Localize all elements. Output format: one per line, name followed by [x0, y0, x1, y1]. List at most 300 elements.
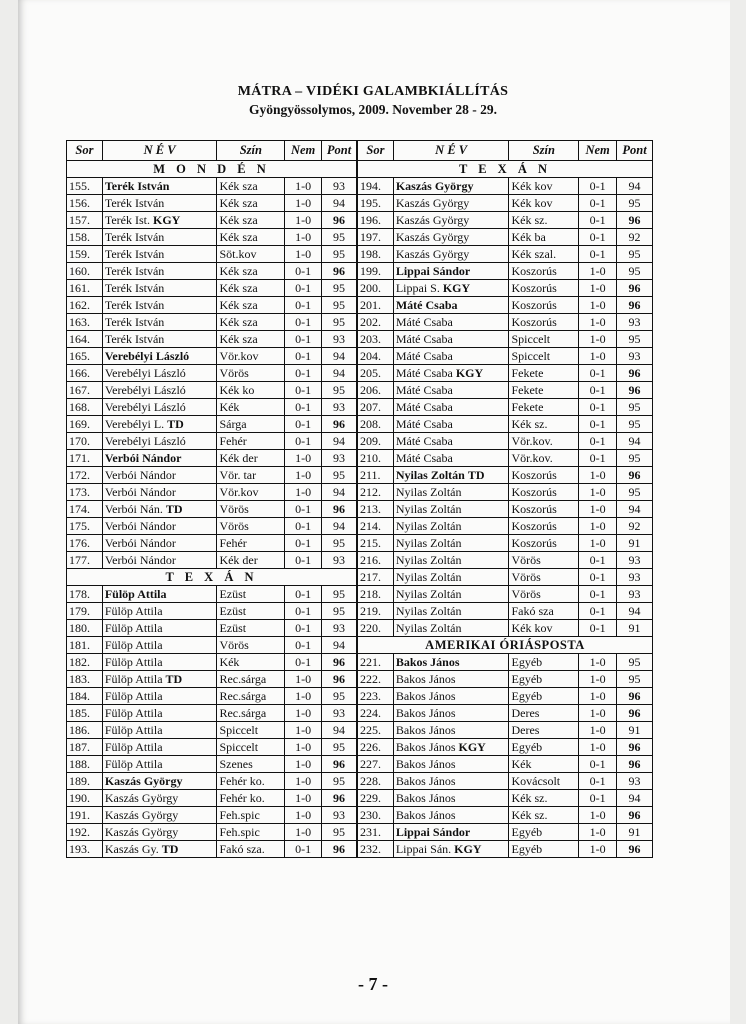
- row-number: 196.: [358, 212, 394, 229]
- exhibitor-name-text: Bakos János: [395, 705, 456, 720]
- pigeon-color: Kék sza: [217, 297, 285, 314]
- table-row: [67, 297, 357, 314]
- row-number: 230.: [358, 807, 394, 824]
- exhibitor-name-text: Bakos János: [395, 722, 456, 737]
- pigeon-sex: 1-0: [579, 501, 617, 518]
- score: 95: [322, 603, 357, 620]
- exhibitor-name: [393, 195, 509, 212]
- score: 95: [322, 314, 357, 331]
- pigeon-color: Kék szal.: [509, 246, 579, 263]
- table-row: [358, 654, 653, 671]
- score: 93: [322, 705, 357, 722]
- table-row: [67, 535, 357, 552]
- score: 96: [322, 416, 357, 433]
- pigeon-color: Fehér: [217, 433, 285, 450]
- score: 93: [617, 348, 653, 365]
- exhibitor-name: [393, 586, 509, 603]
- score: 95: [322, 467, 357, 484]
- exhibitor-name: [102, 297, 217, 314]
- pigeon-sex: 1-0: [285, 688, 322, 705]
- exhibitor-name: [393, 841, 509, 858]
- row-number: 179.: [67, 603, 103, 620]
- pigeon-sex: 1-0: [285, 756, 322, 773]
- pigeon-sex: 1-0: [579, 705, 617, 722]
- exhibitor-name-text: Nyilas Zoltán: [395, 484, 462, 499]
- exhibitor-name-text: Terék Ist.: [104, 212, 150, 227]
- score: 96: [322, 671, 357, 688]
- row-number: 185.: [67, 705, 103, 722]
- score: 95: [617, 484, 653, 501]
- pigeon-color: Spiccelt: [509, 348, 579, 365]
- pigeon-sex: 0-1: [285, 501, 322, 518]
- table-row: [358, 841, 653, 858]
- table-row: [358, 790, 653, 807]
- pigeon-color: Vörös: [217, 518, 285, 535]
- exhibitor-name-text: Nyilas Zoltán: [395, 569, 462, 584]
- exhibitor-name-text: Verebélyi László: [104, 399, 186, 414]
- exhibitor-name-text: Terék István: [104, 314, 165, 329]
- pigeon-sex: 1-0: [579, 467, 617, 484]
- pigeon-color: Koszorús: [509, 467, 579, 484]
- pigeon-color: Vör. tar: [217, 467, 285, 484]
- table-row: [358, 399, 653, 416]
- table-row: [358, 314, 653, 331]
- pigeon-sex: 0-1: [579, 246, 617, 263]
- exhibitor-name-text: Verebélyi L.: [104, 416, 165, 431]
- exhibitor-name: [393, 688, 509, 705]
- exhibitor-name-text: Kaszás György: [104, 790, 179, 805]
- pigeon-color: Vör.kov.: [509, 433, 579, 450]
- score: 95: [322, 688, 357, 705]
- pigeon-sex: 0-1: [579, 399, 617, 416]
- score: 96: [617, 212, 653, 229]
- right-results-table: [357, 140, 653, 858]
- pigeon-color: Egyéb: [509, 671, 579, 688]
- table-row: [358, 348, 653, 365]
- table-row: [358, 586, 653, 603]
- pigeon-color: Koszorús: [509, 484, 579, 501]
- pigeon-color: Feh.spic: [217, 824, 285, 841]
- section-monden: M O N D É N: [67, 161, 357, 178]
- pigeon-sex: 0-1: [579, 569, 617, 586]
- pigeon-sex: 0-1: [285, 654, 322, 671]
- exhibitor-name-text: Lippai Sándor: [395, 824, 471, 839]
- pigeon-sex: 0-1: [285, 552, 322, 569]
- score: 95: [322, 280, 357, 297]
- left-results-table: [66, 140, 357, 858]
- row-number: 210.: [358, 450, 394, 467]
- table-row: [67, 433, 357, 450]
- exhibitor-name: [393, 263, 509, 280]
- score: 91: [617, 620, 653, 637]
- exhibitor-name-text: Verbói Nándor: [104, 467, 176, 482]
- table-row: [67, 331, 357, 348]
- score: 96: [617, 807, 653, 824]
- header-nev: N É V: [393, 141, 509, 161]
- row-number: 169.: [67, 416, 103, 433]
- exhibitor-name-text: Verbói Nán.: [104, 501, 163, 516]
- table-row: [358, 331, 653, 348]
- score: 95: [617, 450, 653, 467]
- exhibitor-name-text: Fülöp Attila: [104, 620, 163, 635]
- pigeon-color: Kék sza: [217, 280, 285, 297]
- pigeon-sex: 0-1: [285, 314, 322, 331]
- exhibitor-name: [393, 314, 509, 331]
- exhibitor-name-text: Lippai S.: [395, 280, 440, 295]
- score: 96: [322, 212, 357, 229]
- score: 93: [322, 399, 357, 416]
- score: 96: [617, 280, 653, 297]
- row-number: 192.: [67, 824, 103, 841]
- header-pont: Pont: [617, 141, 653, 161]
- exhibitor-name: [393, 773, 509, 790]
- exhibitor-name: [393, 399, 509, 416]
- pigeon-color: Vörös: [217, 365, 285, 382]
- exhibitor-name-text: Máté Csaba: [395, 399, 453, 414]
- pigeon-sex: 0-1: [285, 348, 322, 365]
- pigeon-color: Söt.kov: [217, 246, 285, 263]
- table-row: [67, 365, 357, 382]
- row-number: 187.: [67, 739, 103, 756]
- pigeon-sex: 1-0: [579, 297, 617, 314]
- exhibitor-name-text: Bakos János: [395, 739, 456, 754]
- exhibitor-name-text: Verbói Nándor: [104, 518, 176, 533]
- table-row: [358, 552, 653, 569]
- header-nem: Nem: [579, 141, 617, 161]
- table-row: [358, 195, 653, 212]
- row-number: 184.: [67, 688, 103, 705]
- score: 95: [322, 297, 357, 314]
- table-row: [358, 365, 653, 382]
- exhibitor-name-text: Bakos János: [395, 807, 456, 822]
- exhibitor-name: [102, 790, 217, 807]
- row-number: 193.: [67, 841, 103, 858]
- pigeon-sex: 1-0: [285, 484, 322, 501]
- pigeon-color: Vörös: [217, 637, 285, 654]
- exhibitor-name-text: Máté Csaba: [395, 416, 453, 431]
- score: 93: [617, 773, 653, 790]
- pigeon-sex: 1-0: [579, 654, 617, 671]
- table-row: [358, 280, 653, 297]
- row-number: 228.: [358, 773, 394, 790]
- table-row: [67, 756, 357, 773]
- table-row: [358, 807, 653, 824]
- pigeon-sex: 1-0: [579, 484, 617, 501]
- pigeon-sex: 0-1: [285, 841, 322, 858]
- exhibitor-name-text: Kaszás Gy.: [104, 841, 159, 856]
- row-number: 181.: [67, 637, 103, 654]
- row-number: 227.: [358, 756, 394, 773]
- score: 96: [322, 790, 357, 807]
- row-number: 198.: [358, 246, 394, 263]
- exhibitor-name: [393, 297, 509, 314]
- table-row: [358, 705, 653, 722]
- exhibitor-name: [393, 671, 509, 688]
- exhibitor-name-text: Bakos János: [395, 790, 456, 805]
- score: 96: [322, 841, 357, 858]
- exhibitor-name-text: Nyilas Zoltán: [395, 620, 462, 635]
- score: 91: [617, 535, 653, 552]
- row-number: 216.: [358, 552, 394, 569]
- pigeon-sex: 0-1: [579, 756, 617, 773]
- table-row: [358, 229, 653, 246]
- row-number: 224.: [358, 705, 394, 722]
- pigeon-sex: 1-0: [579, 688, 617, 705]
- pigeon-color: Feh.spic: [217, 807, 285, 824]
- exhibitor-name-text: Fülöp Attila: [104, 739, 163, 754]
- row-number: 206.: [358, 382, 394, 399]
- score: 93: [617, 569, 653, 586]
- pigeon-color: Spiccelt: [217, 722, 285, 739]
- table-row: [67, 399, 357, 416]
- pigeon-color: Spiccelt: [217, 739, 285, 756]
- exhibitor-name: [393, 365, 509, 382]
- exhibitor-name-text: Terék István: [104, 297, 165, 312]
- pigeon-color: Fekete: [509, 382, 579, 399]
- header-nev: N É V: [102, 141, 217, 161]
- row-number: 168.: [67, 399, 103, 416]
- exhibitor-name: [102, 501, 217, 518]
- table-row: [67, 246, 357, 263]
- pigeon-color: Spiccelt: [509, 331, 579, 348]
- table-row: [67, 280, 357, 297]
- table-row: [67, 807, 357, 824]
- row-number: 209.: [358, 433, 394, 450]
- score: 96: [617, 382, 653, 399]
- pigeon-color: Kék ba: [509, 229, 579, 246]
- pigeon-color: Vör.kov: [217, 348, 285, 365]
- award-tag: TD: [161, 841, 179, 856]
- exhibitor-name: [102, 399, 217, 416]
- pigeon-color: Ezüst: [217, 586, 285, 603]
- score: 96: [617, 756, 653, 773]
- table-row: [358, 501, 653, 518]
- pigeon-sex: 0-1: [285, 263, 322, 280]
- exhibitor-name-text: Fülöp Attila: [104, 688, 163, 703]
- score: 92: [617, 229, 653, 246]
- pigeon-color: Egyéb: [509, 739, 579, 756]
- pigeon-color: Egyéb: [509, 654, 579, 671]
- row-number: 199.: [358, 263, 394, 280]
- row-number: 225.: [358, 722, 394, 739]
- score: 96: [322, 501, 357, 518]
- row-number: 188.: [67, 756, 103, 773]
- row-number: 190.: [67, 790, 103, 807]
- pigeon-sex: 1-0: [579, 535, 617, 552]
- table-row: [67, 501, 357, 518]
- exhibitor-name: [393, 552, 509, 569]
- table-row: [358, 620, 653, 637]
- pigeon-sex: 1-0: [285, 790, 322, 807]
- award-tag: KGY: [442, 280, 471, 295]
- left-header-row: [67, 141, 357, 161]
- exhibitor-name-text: Kaszás György: [395, 212, 470, 227]
- exhibitor-name: [102, 348, 217, 365]
- pigeon-color: Fakó sza: [509, 603, 579, 620]
- score: 94: [322, 365, 357, 382]
- table-row: [358, 212, 653, 229]
- score: 96: [617, 467, 653, 484]
- row-number: 203.: [358, 331, 394, 348]
- page-number: - 7 -: [358, 974, 388, 994]
- pigeon-sex: 1-0: [285, 178, 322, 195]
- exhibitor-name: [102, 552, 217, 569]
- table-row: [358, 297, 653, 314]
- pigeon-color: Ezüst: [217, 603, 285, 620]
- header-szin: Szín: [217, 141, 285, 161]
- pigeon-sex: 1-0: [579, 722, 617, 739]
- table-row: [67, 178, 357, 195]
- table-row: [358, 263, 653, 280]
- table-row: [67, 212, 357, 229]
- pigeon-color: Kék kov: [509, 195, 579, 212]
- pigeon-sex: 0-1: [579, 382, 617, 399]
- exhibitor-name-text: Lippai Sándor: [395, 263, 471, 278]
- pigeon-color: Kék sza: [217, 178, 285, 195]
- exhibitor-name: [393, 824, 509, 841]
- pigeon-sex: 1-0: [285, 722, 322, 739]
- row-number: 165.: [67, 348, 103, 365]
- score: 91: [617, 722, 653, 739]
- award-tag: TD: [165, 501, 183, 516]
- exhibitor-name-text: Verbói Nándor: [104, 450, 182, 465]
- exhibitor-name: [102, 178, 217, 195]
- pigeon-color: Kék sz.: [509, 790, 579, 807]
- pigeon-sex: 0-1: [579, 229, 617, 246]
- table-row: [67, 348, 357, 365]
- table-row: [67, 824, 357, 841]
- table-row: [358, 450, 653, 467]
- score: 93: [322, 620, 357, 637]
- score: 95: [617, 195, 653, 212]
- score: 93: [322, 807, 357, 824]
- table-row: [358, 756, 653, 773]
- table-row: [358, 722, 653, 739]
- exhibitor-name: [102, 671, 217, 688]
- header-nem: Nem: [285, 141, 322, 161]
- exhibitor-name: [393, 433, 509, 450]
- exhibitor-name: [102, 382, 217, 399]
- table-row: [67, 739, 357, 756]
- pigeon-color: Kék sz.: [509, 416, 579, 433]
- pigeon-sex: 1-0: [579, 348, 617, 365]
- score: 96: [617, 705, 653, 722]
- table-row: [358, 433, 653, 450]
- table-row: [358, 467, 653, 484]
- pigeon-color: Koszorús: [509, 280, 579, 297]
- exhibitor-name-text: Verbói Nándor: [104, 484, 176, 499]
- score: 95: [617, 331, 653, 348]
- exhibitor-name: [102, 654, 217, 671]
- exhibitor-name-text: Bakos János: [395, 773, 456, 788]
- exhibitor-name-text: Nyilas Zoltán: [395, 552, 462, 567]
- exhibitor-name: [393, 467, 509, 484]
- exhibitor-name-text: Kaszás György: [395, 178, 474, 193]
- exhibitor-name: [393, 348, 509, 365]
- row-number: 215.: [358, 535, 394, 552]
- row-number: 170.: [67, 433, 103, 450]
- pigeon-sex: 0-1: [285, 365, 322, 382]
- score: 94: [322, 637, 357, 654]
- award-tag: TD: [467, 467, 485, 482]
- row-number: 178.: [67, 586, 103, 603]
- pigeon-sex: 0-1: [285, 433, 322, 450]
- row-number: 195.: [358, 195, 394, 212]
- exhibitor-name: [102, 807, 217, 824]
- award-tag: KGY: [458, 739, 486, 754]
- pigeon-color: Kék sza: [217, 263, 285, 280]
- score: 95: [617, 399, 653, 416]
- right-header-row: [358, 141, 653, 161]
- exhibitor-name-text: Kaszás György: [395, 229, 470, 244]
- row-number: 218.: [358, 586, 394, 603]
- pigeon-color: Kék ko: [217, 382, 285, 399]
- pigeon-color: Kék sza: [217, 331, 285, 348]
- score: 95: [322, 773, 357, 790]
- exhibitor-name: [393, 790, 509, 807]
- table-row: [358, 603, 653, 620]
- row-number: 231.: [358, 824, 394, 841]
- row-number: 167.: [67, 382, 103, 399]
- table-row: [67, 620, 357, 637]
- exhibitor-name: [102, 705, 217, 722]
- pigeon-sex: 1-0: [579, 518, 617, 535]
- pigeon-color: Vörös: [217, 501, 285, 518]
- exhibitor-name: [102, 433, 217, 450]
- exhibitor-name: [393, 705, 509, 722]
- exhibitor-name-text: Máté Csaba: [395, 365, 453, 380]
- pigeon-color: Kék der: [217, 552, 285, 569]
- score: 95: [617, 416, 653, 433]
- pigeon-color: Koszorús: [509, 297, 579, 314]
- row-number: 213.: [358, 501, 394, 518]
- exhibitor-name: [102, 739, 217, 756]
- table-row: [67, 467, 357, 484]
- exhibitor-name: [393, 535, 509, 552]
- pigeon-color: Kék: [217, 654, 285, 671]
- pigeon-sex: 1-0: [285, 671, 322, 688]
- score: 93: [322, 552, 357, 569]
- row-number: 158.: [67, 229, 103, 246]
- exhibitor-name: [393, 450, 509, 467]
- exhibitor-name-text: Terék István: [104, 263, 165, 278]
- row-number: 161.: [67, 280, 103, 297]
- exhibitor-name-text: Fülöp Attila: [104, 722, 163, 737]
- exhibitor-name: [102, 586, 217, 603]
- row-number: 226.: [358, 739, 394, 756]
- pigeon-color: Fehér: [217, 535, 285, 552]
- pigeon-color: Deres: [509, 722, 579, 739]
- pigeon-sex: 1-0: [285, 807, 322, 824]
- exhibitor-name: [393, 518, 509, 535]
- exhibitor-name-text: Verebélyi László: [104, 433, 186, 448]
- row-number: 194.: [358, 178, 394, 195]
- pigeon-color: Kék der: [217, 450, 285, 467]
- pigeon-sex: 0-1: [579, 450, 617, 467]
- row-number: 220.: [358, 620, 394, 637]
- exhibitor-name: [102, 518, 217, 535]
- pigeon-color: Koszorús: [509, 501, 579, 518]
- pigeon-sex: 0-1: [579, 195, 617, 212]
- table-row: [67, 688, 357, 705]
- pigeon-color: Fehér ko.: [217, 790, 285, 807]
- score: 94: [617, 501, 653, 518]
- pigeon-sex: 0-1: [285, 331, 322, 348]
- pigeon-color: Kék sza: [217, 212, 285, 229]
- row-number: 232.: [358, 841, 394, 858]
- row-number: 177.: [67, 552, 103, 569]
- exhibitor-name: [102, 229, 217, 246]
